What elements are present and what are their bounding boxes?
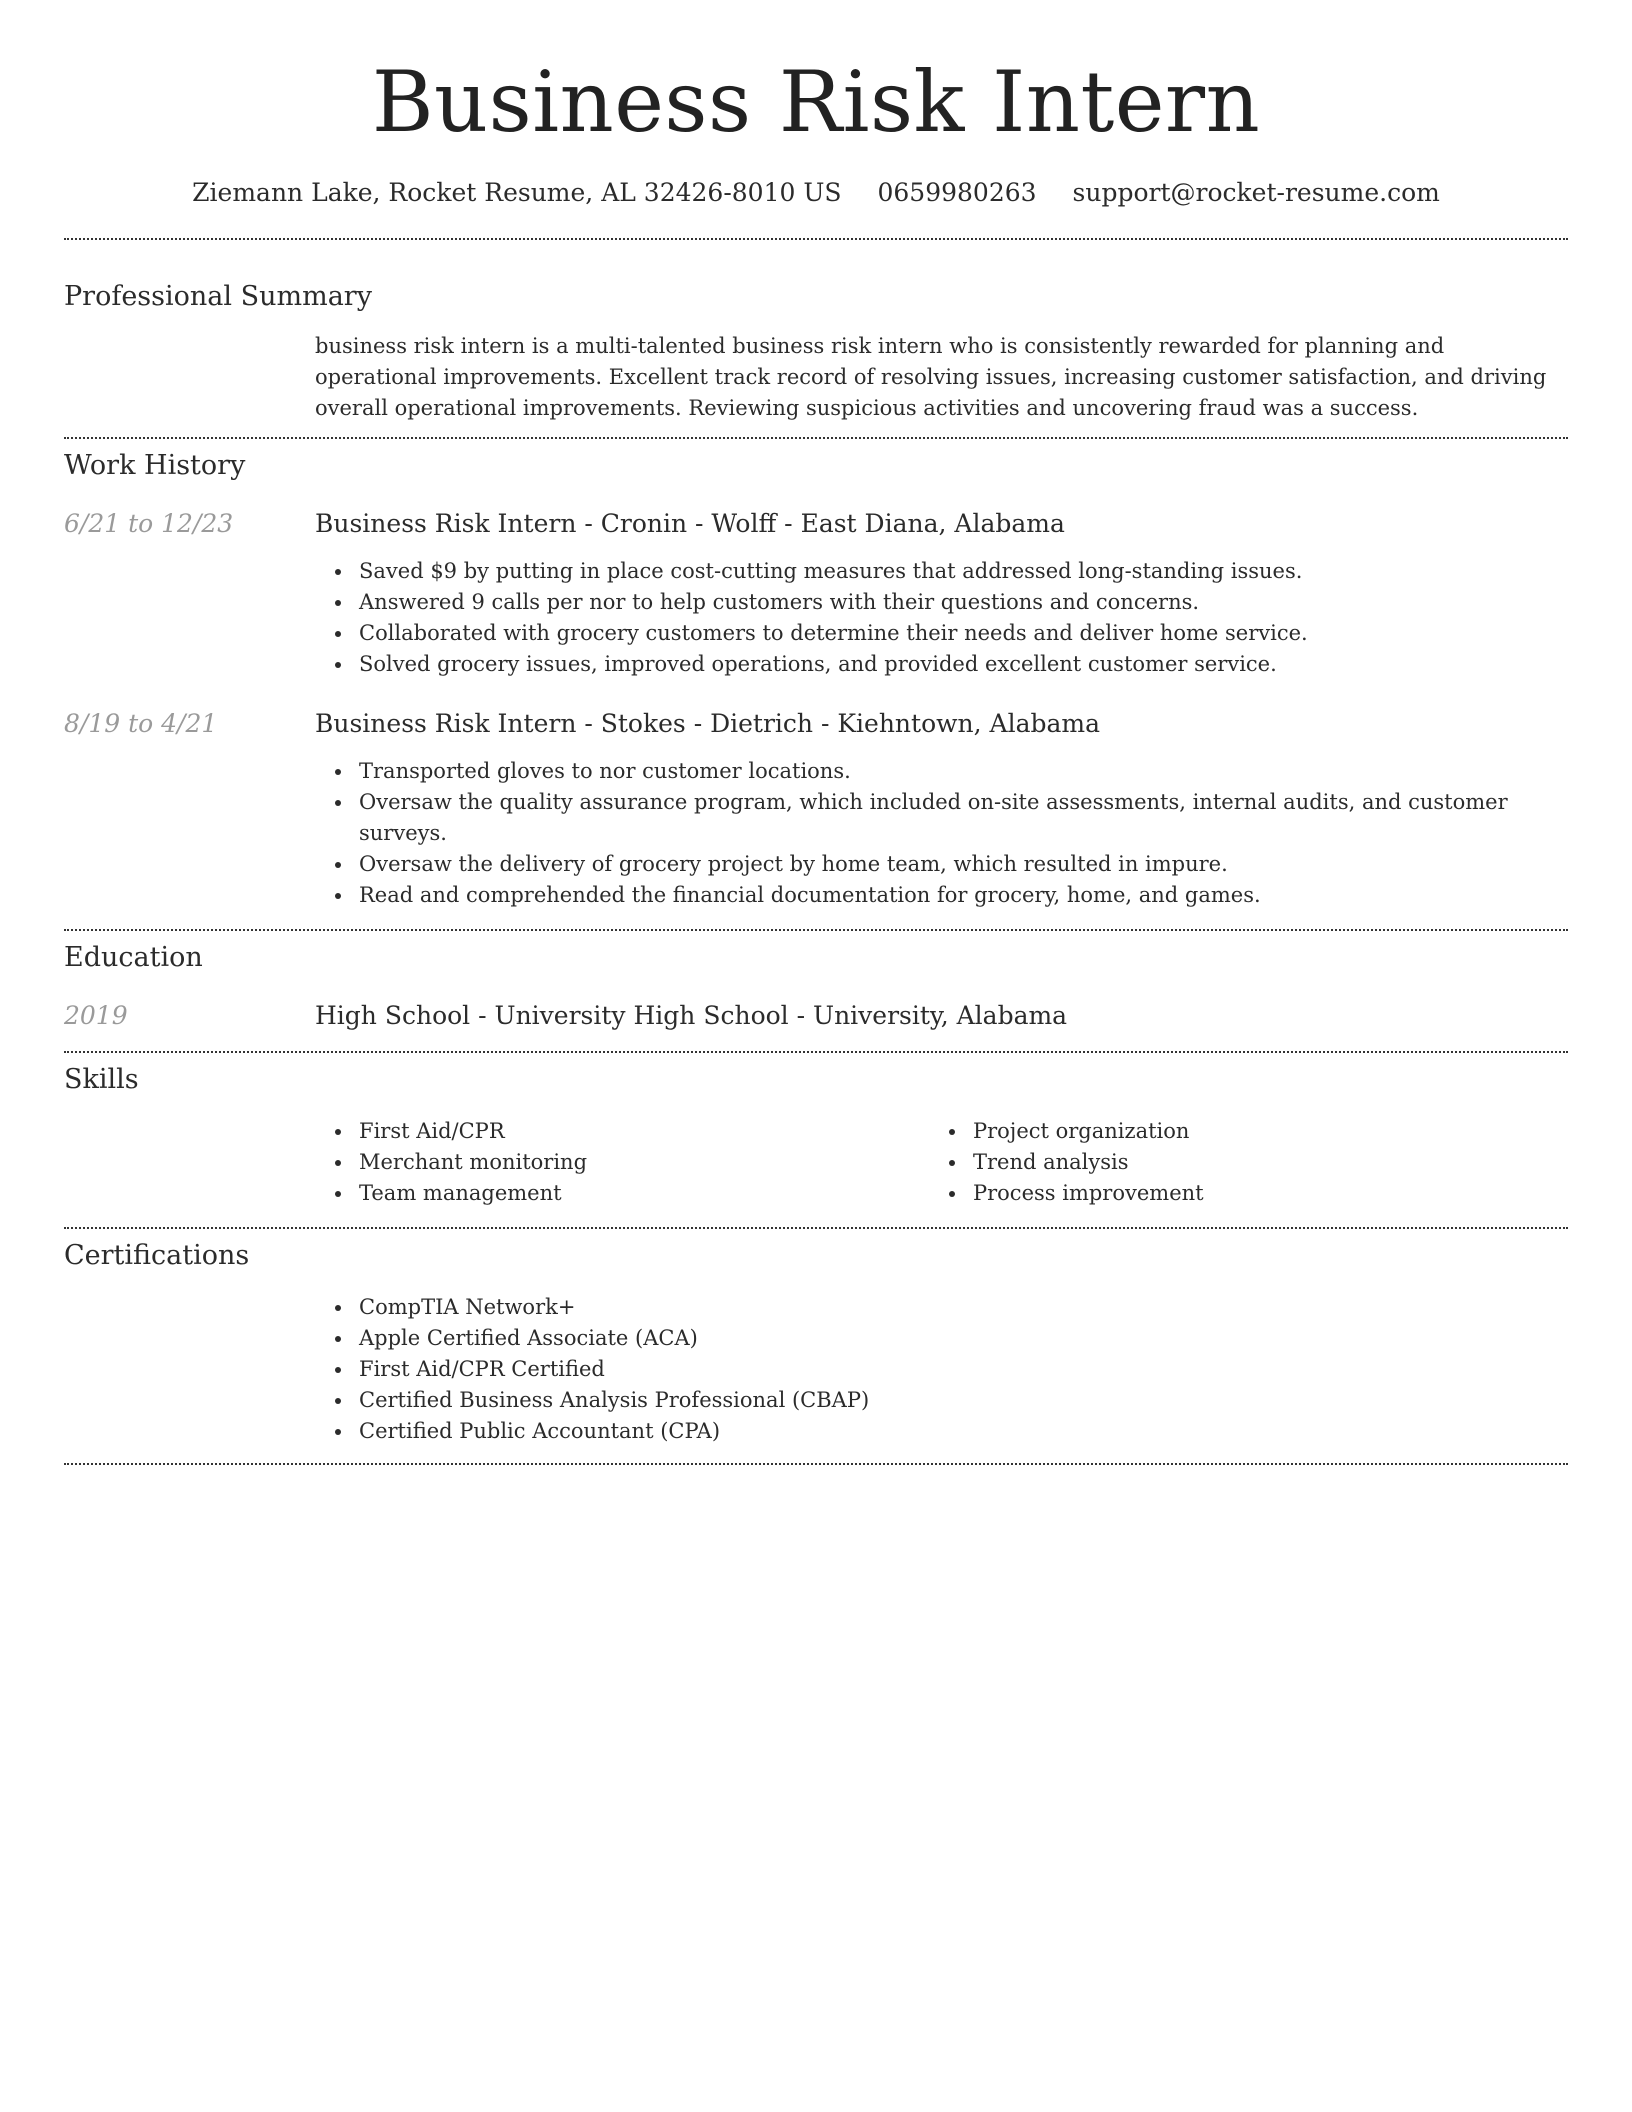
divider xyxy=(64,1051,1568,1053)
summary-text: business risk intern is a multi-talented business risk intern who is consistently rewarded for planning and operational improvements. Excellent track record of resolving issues, increasing customer satisfaction, and driving overall operational improvements. Reviewing suspicious activities and uncovering fraud was a success. xyxy=(315,334,1547,420)
job-bullets xyxy=(315,556,1568,680)
section-title-education: Education xyxy=(64,942,203,973)
section-title-certifications: Certifications xyxy=(64,1240,250,1271)
job-dates: 8/19 to 4/21 xyxy=(64,709,218,738)
job-entry xyxy=(64,507,1568,680)
contact-phone: 0659980263 xyxy=(877,178,1037,207)
list-item: Transported gloves to nor customer locations. xyxy=(359,756,1568,787)
list-item: Oversaw the delivery of grocery project by home team, which resulted in impure. xyxy=(359,849,1568,880)
list-item: CompTIA Network+ xyxy=(359,1292,1568,1323)
divider xyxy=(64,1227,1568,1229)
job-heading: Business Risk Intern - Cronin - Wolff - East Diana, Alabama xyxy=(315,509,1065,538)
job-entry xyxy=(64,707,1568,911)
list-item: Saved $9 by putting in place cost-cutting measures that addressed long-standing issues. xyxy=(359,556,1568,587)
education-year: 2019 xyxy=(64,1001,128,1030)
list-item: Merchant monitoring xyxy=(359,1147,929,1178)
education-entry xyxy=(64,999,1568,1033)
section-title-skills: Skills xyxy=(64,1064,139,1095)
job-heading: Business Risk Intern - Stokes - Dietrich - Kiehntown, Alabama xyxy=(315,709,1100,738)
resume-name: Business Risk Intern xyxy=(371,53,1261,151)
divider xyxy=(64,929,1568,931)
job-bullets xyxy=(315,756,1568,911)
section-title-work: Work History xyxy=(64,450,246,481)
section-title-summary: Professional Summary xyxy=(64,281,372,312)
list-item: Read and comprehended the financial documentation for grocery, home, and games. xyxy=(359,880,1568,911)
certifications-section xyxy=(64,1239,1568,1447)
list-item: First Aid/CPR xyxy=(359,1116,929,1147)
list-item: Process improvement xyxy=(973,1178,1543,1209)
contact-address: Ziemann Lake, Rocket Resume, AL 32426-8010 US xyxy=(192,178,842,207)
list-item: Collaborated with grocery customers to determine their needs and deliver home service. xyxy=(359,618,1568,649)
divider xyxy=(64,437,1568,439)
list-item: Certified Business Analysis Professional (CBAP) xyxy=(359,1385,1568,1416)
list-item: Team management xyxy=(359,1178,929,1209)
skills-section xyxy=(64,1063,1568,1209)
list-item: Trend analysis xyxy=(973,1147,1543,1178)
education-section xyxy=(64,941,1568,1033)
list-item: Oversaw the quality assurance program, which included on-site assessments, internal audits, and customer surveys. xyxy=(359,787,1568,849)
skills-list-right xyxy=(929,1116,1543,1209)
contact-email: support@rocket-resume.com xyxy=(1072,178,1440,207)
divider xyxy=(64,238,1568,240)
skills-list-left xyxy=(315,1116,929,1209)
work-section xyxy=(64,449,1568,911)
contact-line xyxy=(64,176,1568,210)
list-item: First Aid/CPR Certified xyxy=(359,1354,1568,1385)
list-item: Answered 9 calls per nor to help customers with their questions and concerns. xyxy=(359,587,1568,618)
list-item: Project organization xyxy=(973,1116,1543,1147)
list-item: Solved grocery issues, improved operations, and provided excellent customer service. xyxy=(359,649,1568,680)
list-item: Certified Public Accountant (CPA) xyxy=(359,1416,1568,1447)
education-heading: High School - University High School - University, Alabama xyxy=(315,1001,1068,1030)
job-dates: 6/21 to 12/23 xyxy=(64,509,234,538)
certifications-list xyxy=(315,1292,1568,1447)
divider xyxy=(64,1463,1568,1465)
list-item: Apple Certified Associate (ACA) xyxy=(359,1323,1568,1354)
summary-section xyxy=(64,280,1568,424)
